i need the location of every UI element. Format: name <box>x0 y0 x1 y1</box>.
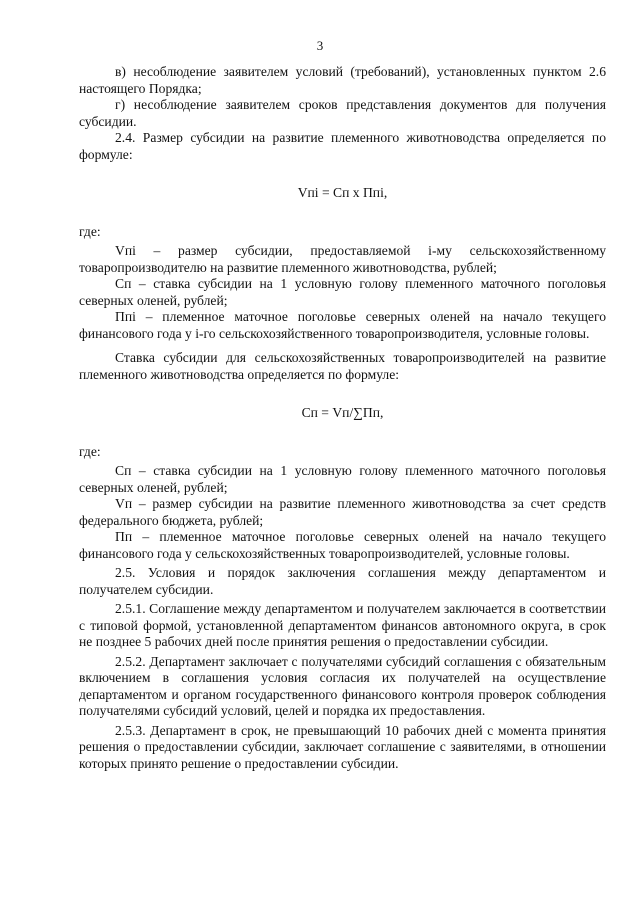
paragraph-2-5-1: 2.5.1. Соглашение между департаментом и получателем заключается в соответствии с типовой формой, установленной департаментом финансов автономного округа, в срок не позднее 5 рабочих дней после принятия решения о предоставлении субсидии. <box>79 601 606 649</box>
page-number: 3 <box>316 38 324 53</box>
paragraph-2-4: 2.4. Размер субсидии на развитие племенного животноводства определяется по формуле: <box>79 130 606 162</box>
definition-vp: Vп – размер субсидии на развитие племенного животноводства за счет средств федерального бюджета, рублей; <box>79 496 606 528</box>
where-label-2: где: <box>79 443 101 459</box>
definition-ppi: Ппi – племенное маточное поголовье северных оленей на начало текущего финансового года у i-го сельскохозяйственного товаропроизводителя, условные головы. <box>79 309 606 341</box>
formula-subsidy-size: Vпi = Сп х Ппi, <box>297 185 388 200</box>
paragraph-2-5-3: 2.5.3. Департамент в срок, не превышающий 10 рабочих дней с момента принятия решения о предоставлении субсидии, заключает соглашение с заявителями, в отношении которых принято решение о предоставлении субсидии. <box>79 722 606 771</box>
paragraph-v: в) несоблюдение заявителем условий (требований), установленных пунктом 2.6 настоящего Порядка; <box>79 64 606 96</box>
where-label: где: <box>79 223 101 239</box>
document-body <box>79 64 606 772</box>
definition-vpi: Vпi – размер субсидии, предоставляемой i-му сельскохозяйственному товаропроизводителю на развитие племенного животноводства, рублей; <box>79 243 606 275</box>
definition-pp: Пп – племенное маточное поголовье северных оленей на начало текущего финансового года у сельскохозяйственных товаропроизводителей, условные головы. <box>79 529 606 561</box>
paragraph-rate: Ставка субсидии для сельскохозяйственных товаропроизводителей на развитие племенного животноводства определяется по формуле: <box>79 350 606 382</box>
paragraph-g: г) несоблюдение заявителем сроков представления документов для получения субсидии. <box>79 97 606 129</box>
definition-sp: Сп – ставка субсидии на 1 условную голову племенного маточного поголовья северных оленей, рублей; <box>79 276 606 308</box>
definition-sp-2: Сп – ставка субсидии на 1 условную голову племенного маточного поголовья северных оленей, рублей; <box>79 463 606 495</box>
paragraph-2-5: 2.5. Условия и порядок заключения соглашения между департаментом и получателем субсидии. <box>79 565 606 597</box>
formula-rate: Сп = Vп/∑Пп, <box>301 405 384 420</box>
paragraph-2-5-2: 2.5.2. Департамент заключает с получателями субсидий соглашения с обязательным включением в соглашения условия согласия их получателей на осуществление департаментом и органом государственного финансового контроля проверок соблюдения получателями субсидий условий, целей и порядка их предоставления. <box>79 653 606 718</box>
